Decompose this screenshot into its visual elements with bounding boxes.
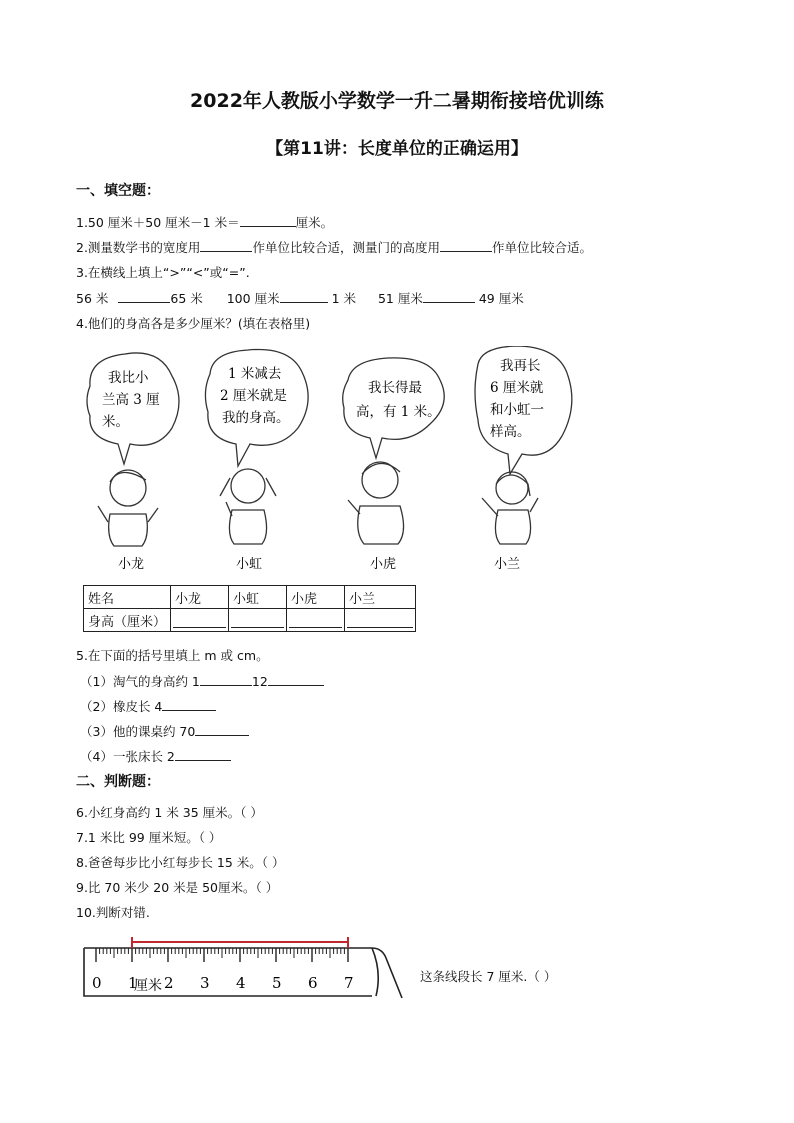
- table-header-cell: 小虹: [229, 586, 287, 609]
- child-figures: [98, 462, 538, 546]
- unit-blank[interactable]: [268, 673, 324, 686]
- question-9: 9.比 70 米少 20 米是 50厘米。（ ）: [76, 880, 279, 895]
- question-7: 7.1 米比 99 厘米短。（ ）: [76, 830, 222, 845]
- answer-blank[interactable]: [440, 239, 492, 252]
- height-answer-cell[interactable]: [287, 609, 345, 632]
- bubble-4-line-1: 我再长: [500, 358, 541, 374]
- table-row: [84, 586, 416, 609]
- unit-blank[interactable]: [200, 673, 252, 686]
- child-name-4: 小兰: [494, 557, 521, 572]
- lesson-subtitle: 【第11讲：长度单位的正确运用】: [266, 139, 528, 159]
- question-8: 8.爸爸每步比小红每步长 15 米。（ ）: [76, 855, 285, 870]
- table-row-label: 身高（厘米）: [84, 609, 171, 632]
- bubble-3-line-2: 高，有 1 米。: [356, 404, 441, 420]
- height-answer-cell[interactable]: [229, 609, 287, 632]
- question-3: 3.在横线上填上“>”“<”或“=”.: [76, 265, 250, 280]
- question-5-item-2: （2）橡皮长 4: [80, 697, 216, 715]
- unit-blank[interactable]: [162, 698, 216, 711]
- question-10-caption: 这条线段长 7 厘米.（ ）: [420, 969, 557, 984]
- compare-blank[interactable]: [118, 290, 170, 303]
- compare-blank[interactable]: [280, 290, 328, 303]
- answer-blank[interactable]: [240, 214, 296, 227]
- ruler-number: 4: [236, 974, 246, 992]
- bubble-4-line-4: 样高。: [490, 424, 531, 440]
- bubble-2-line-3: 我的身高。: [222, 410, 290, 426]
- bubble-1-line-2: 兰高 3 厘: [102, 392, 160, 408]
- child-name-1: 小龙: [118, 557, 145, 572]
- bubble-3-line-1: 我长得最: [368, 380, 422, 396]
- page-title: 2022年人教版小学数学一升二暑期衔接培优训练: [190, 90, 604, 112]
- bubble-1-line-1: 我比小: [108, 370, 149, 386]
- ruler-number: 6: [308, 974, 318, 992]
- question-5-item-1: （1）淘气的身高约 1 12: [80, 672, 324, 690]
- answer-blank[interactable]: [200, 239, 252, 252]
- table-row: [84, 609, 416, 632]
- children-illustration: [80, 346, 600, 578]
- ruler-figure: [82, 932, 412, 1002]
- section-fill-blank-heading: 一、填空题：: [76, 183, 160, 199]
- ruler-svg: [82, 932, 412, 1002]
- ruler-number: 3: [200, 974, 210, 992]
- bubble-2-line-1: 1 米减去: [228, 366, 282, 382]
- height-table: [83, 585, 416, 632]
- question-5-item-3: （3）他的课桌约 70: [80, 722, 249, 740]
- unit-blank[interactable]: [195, 723, 249, 736]
- question-2: 2.测量数学书的宽度用 作单位比较合适，测量门的高度用 作单位比较合适。: [76, 240, 592, 255]
- question-5-item-4: （4）一张床长 2: [80, 747, 231, 765]
- ruler-number: 5: [272, 974, 282, 992]
- table-header-cell: 姓名: [84, 586, 171, 609]
- ruler-number: 0: [92, 974, 102, 992]
- bubble-2-line-2: 2 厘米就是: [220, 388, 287, 404]
- question-6: 6.小红身高约 1 米 35 厘米。（ ）: [76, 805, 263, 820]
- section-true-false-heading: 二、判断题：: [76, 774, 160, 790]
- table-header-cell: 小虎: [287, 586, 345, 609]
- question-3-items: 56 米 65 米 100 厘米 1 米 51 厘米 49 厘米: [76, 291, 524, 306]
- height-answer-cell[interactable]: [171, 609, 229, 632]
- compare-blank[interactable]: [423, 290, 475, 303]
- ruler-number: 1: [128, 974, 138, 992]
- question-4: 4.他们的身高各是多少厘米？(填在表格里): [76, 316, 311, 331]
- question-5: 5.在下面的括号里填上 m 或 cm。: [76, 648, 269, 663]
- bubble-4-line-3: 和小虹一: [490, 402, 544, 418]
- table-header-cell: 小龙: [171, 586, 229, 609]
- ruler-unit-label: 厘米: [134, 978, 162, 994]
- child-name-3: 小虎: [370, 557, 397, 572]
- bubble-4-line-2: 6 厘米就: [490, 380, 544, 396]
- bubble-1-line-3: 米。: [102, 414, 129, 430]
- child-name-2: 小虹: [236, 557, 263, 572]
- illustration-svg: [80, 346, 600, 578]
- unit-blank[interactable]: [175, 748, 231, 761]
- height-answer-cell[interactable]: [345, 609, 416, 632]
- table-header-cell: 小兰: [345, 586, 416, 609]
- ruler-number: 2: [164, 974, 174, 992]
- ruler-number: 7: [344, 974, 354, 992]
- question-10: 10.判断对错.: [76, 905, 150, 920]
- question-1: 1.50 厘米＋50 厘米－1 米＝ 厘米。: [76, 215, 334, 230]
